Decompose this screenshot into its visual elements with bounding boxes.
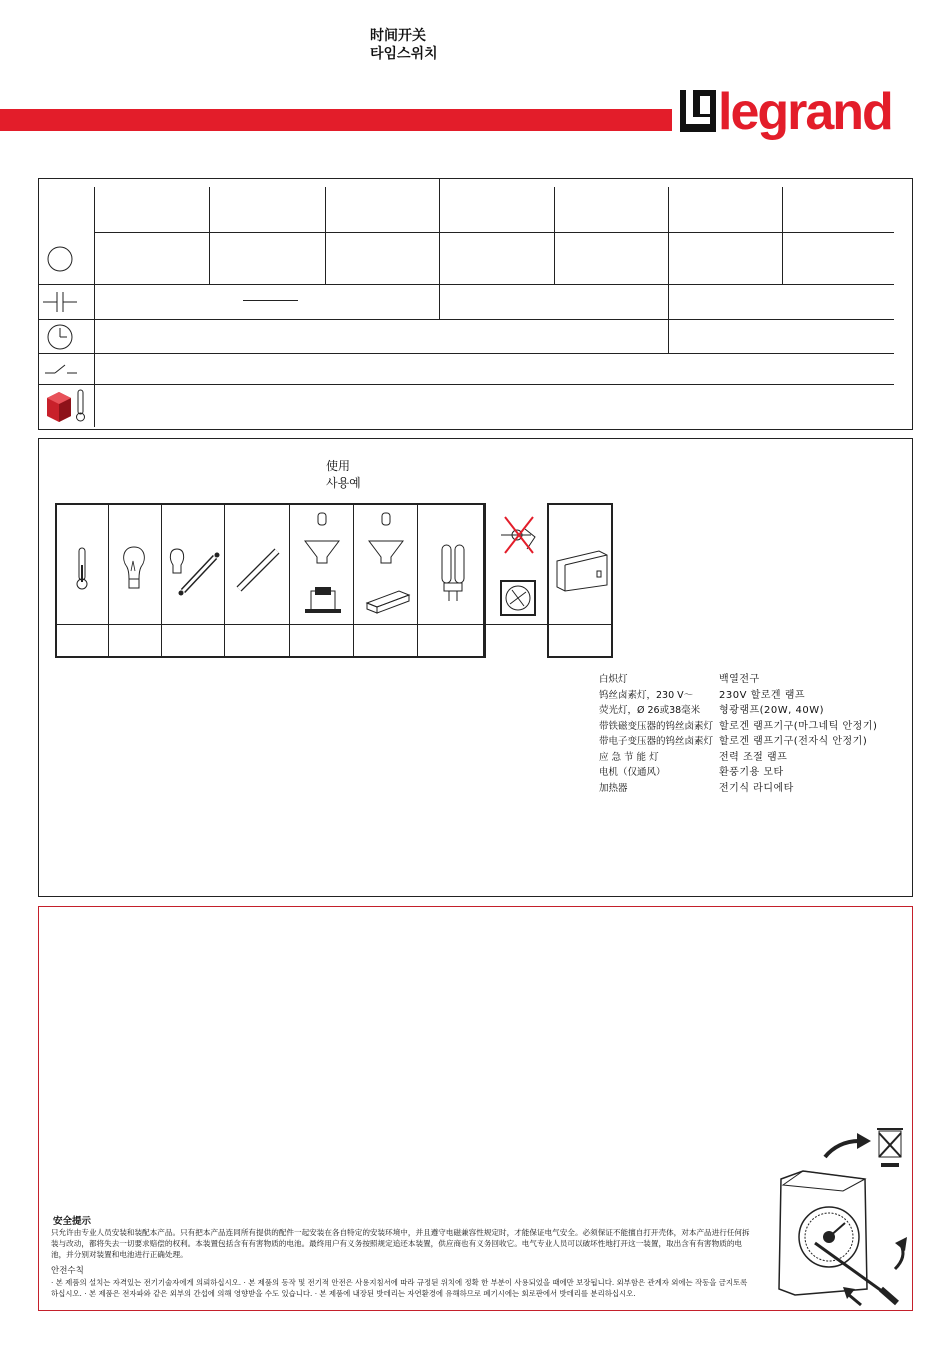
fluorescent-tube-icon bbox=[233, 545, 283, 595]
legend-ko-item: 전력 조절 램프 bbox=[719, 751, 788, 763]
legend-zh-item: 白炽灯 bbox=[599, 674, 628, 685]
legend-ko-item: 할로겐 램프기구(마그네틱 안정기) bbox=[719, 720, 878, 732]
motor-fan-icon bbox=[495, 515, 541, 619]
halogen-lamp-icon bbox=[165, 545, 221, 597]
legend-zh-item: 荧光灯，Ø 26或38毫米 bbox=[599, 705, 701, 716]
lamp-grid bbox=[55, 503, 613, 658]
legrand-logo-icon bbox=[680, 90, 716, 132]
capacitor-icon bbox=[43, 289, 79, 315]
legend-ko-item: 전기식 라디에타 bbox=[719, 782, 794, 794]
legend-zh-item: 电机（仅通风） bbox=[599, 767, 666, 778]
usage-panel bbox=[38, 438, 913, 897]
spec-table bbox=[38, 178, 913, 430]
safety-panel bbox=[38, 906, 913, 1311]
brand-logo: legrand bbox=[718, 83, 892, 141]
incandescent-bulb-icon bbox=[119, 545, 149, 591]
halogen-electronic-transformer-icon bbox=[361, 511, 411, 615]
legend-zh-item: 钨丝卤素灯，230 V〜 bbox=[599, 689, 694, 701]
usage-title-zh: 使用 bbox=[326, 459, 351, 473]
power-circle-icon bbox=[46, 245, 74, 273]
safety-text-ko: · 본 제품의 설치는 자격있는 전기기술자에게 의뢰하십시오. · 본 제품의 동작 및 전기적 안전은 사용지침서에 따라 규정된 위치에 정확 한 부분이 사용되었을 때에만 보장됩니다. 외부함은 관계자 외에는 작동을 금지토록 하십시오. · 본 제품은 전자파와 같은 외부의 간섭에 의해 영향받을 수도 있습니다. · 본 제품에 내장된 밧데리는 자연환경에 유해하므로 폐기시에는 회로판에서 밧데리를 분리하십시오. bbox=[51, 1278, 748, 1298]
safety-heading-ko: 안전수칙 bbox=[51, 1266, 84, 1276]
switch-contact-icon bbox=[45, 359, 79, 379]
legend-zh-item: 带电子变压器的钨丝卤素灯 bbox=[599, 736, 714, 747]
storage-temperature-icon bbox=[45, 388, 89, 424]
legend-zh-item: 加热器 bbox=[599, 782, 628, 794]
title-zh: 时间开关 bbox=[370, 28, 426, 44]
red-band bbox=[0, 109, 672, 131]
halogen-magnetic-transformer-icon bbox=[297, 511, 347, 615]
legend-zh-item: 带铁磁变压器的钨丝卤素灯 bbox=[599, 720, 714, 732]
time-switch-illustration bbox=[775, 1119, 911, 1309]
safety-heading-zh: 安全提示 bbox=[53, 1216, 92, 1227]
legend-ko-item: 할로겐 램프기구(전자식 안정기) bbox=[719, 736, 868, 747]
heater-icon bbox=[555, 549, 609, 593]
legend-zh-list bbox=[599, 672, 713, 796]
legend-ko-item: 백열전구 bbox=[719, 674, 760, 685]
legend-ko-item: 230V 할로겐 램프 bbox=[719, 689, 806, 701]
thermometer-icon bbox=[75, 547, 89, 591]
title-ko: 타임스위치 bbox=[370, 46, 438, 62]
safety-text-zh: 只允许由专业人员安装和装配本产品。只有把本产品连同所有提供的配件一起安装在各自特定的安装环境中，并且遵守电磁兼容性规定时，才能保证电气安全。必须保证不能擅自打开壳体，对本产品进行任何拆装与改动，都将失去一切要求赔偿的权利。本装置包括含有有害物质的电池。最终用户有义务按照规定追还本装置，供应商也有义务回收它。电气专业人员可以破坏性地打开这一装置，取出含有有害物质的电池，并分别对装置和电池进行正确处理。 bbox=[51, 1228, 750, 1259]
legend-zh-item: 应 急 节 能 灯 bbox=[599, 751, 659, 763]
legend-ko-item: 형광램프(20W, 40W) bbox=[719, 705, 825, 716]
compact-fluorescent-icon bbox=[439, 543, 469, 605]
usage-title-ko: 사용예 bbox=[326, 476, 361, 490]
clock-icon bbox=[46, 323, 74, 351]
legend-ko-list bbox=[719, 672, 877, 796]
legend-ko-item: 환풍기용 모타 bbox=[719, 767, 784, 778]
